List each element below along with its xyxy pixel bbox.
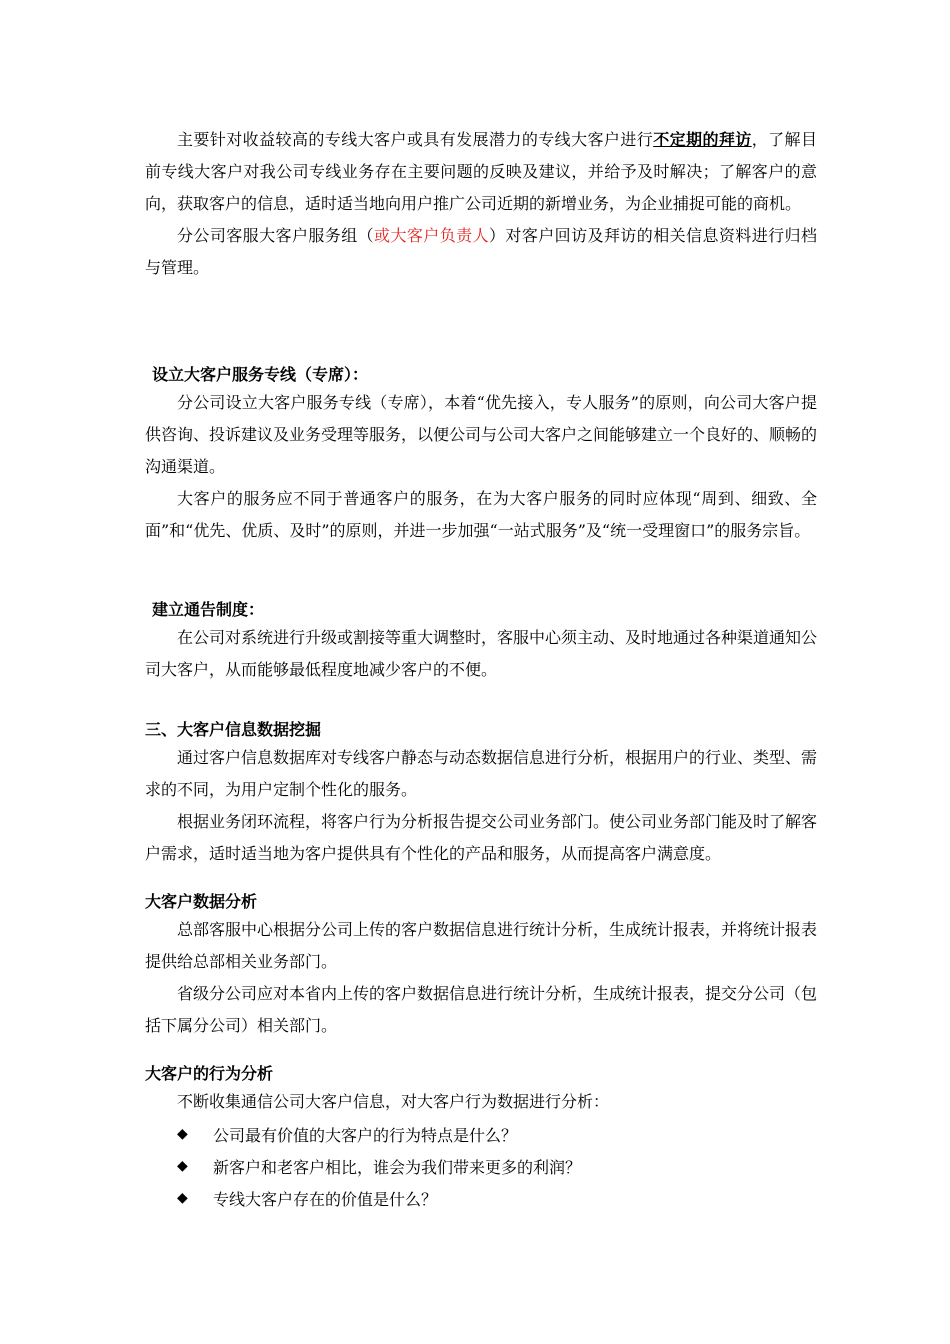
data-analysis-heading: 大客户数据分析 (145, 892, 258, 911)
data-analysis-section (145, 890, 817, 1042)
notice-heading: 建立通告制度： (152, 600, 265, 619)
data-mining-paragraph-2: 根据业务闭环流程，将客户行为分析报告提交公司业务部门。使公司业务部门能及时了解客户需求，适时适当地为客户提供具有个性化的产品和服务，从而提高客户满意度。 (145, 812, 818, 863)
data-mining-section (145, 718, 817, 870)
diamond-bullet-icon: ◆ (177, 1158, 188, 1174)
data-analysis-paragraph-1: 总部客服中心根据分公司上传的客户数据信息进行统计分析，生成统计报表，并将统计报表提供给总部相关业务部门。 (145, 920, 818, 971)
behavior-analysis-section (145, 1062, 817, 1214)
behavior-analysis-heading: 大客户的行为分析 (145, 1064, 274, 1083)
archive-paragraph: 分公司客服大客户服务组（或大客户负责人）对客户回访及拜访的相关信息资料进行归档与管理。 (145, 226, 817, 277)
hotline-section (145, 363, 817, 547)
data-mining-paragraph-1: 通过客户信息数据库对专线客户静态与动态数据信息进行分析，根据用户的行业、类型、需求的不同，为用户定制个性化的服务。 (145, 748, 818, 799)
bullet-item: ◆ 专线大客户存在的价值是什么？ (177, 1189, 438, 1209)
hotline-paragraph-2: 大客户的服务应不同于普通客户的服务，在为大客户服务的同时应体现“周到、细致、全面”和“优先、优质、及时”的原则，并进一步加强“一站式服务”及“统一受理窗口”的服务宗旨。 (145, 489, 817, 540)
hotline-heading: 设立大客户服务专线（专席）： (152, 365, 369, 384)
red-highlight-text: 或大客户负责人 (374, 226, 489, 245)
notice-paragraph: 在公司对系统进行升级或割接等重大调整时，客服中心须主动、及时地通过各种渠道通知公司大客户，从而能够最低程度地减少客户的不便。 (145, 628, 818, 679)
diamond-bullet-icon: ◆ (177, 1190, 188, 1206)
visit-paragraph: 主要针对收益较高的专线大客户或具有发展潜力的专线大客户进行不定期的拜访，了解目前专线大客户对我公司专线业务存在主要问题的反映及建议，并给予及时解决；了解客户的意向，获取客户的信息，适时适当地向用户推广公司近期的新增业务，为企业捕捉可能的商机。 (145, 130, 817, 213)
data-mining-heading: 三、大客户信息数据挖掘 (145, 720, 322, 739)
intro-section (145, 124, 817, 284)
data-analysis-paragraph-2: 省级分公司应对本省内上传的客户数据信息进行统计分析，生成统计报表，提交分公司（包括下属分公司）相关部门。 (145, 984, 818, 1035)
bullet-item: ◆ 新客户和老客户相比，谁会为我们带来更多的利润？ (177, 1157, 582, 1177)
bullet-item: ◆ 公司最有价值的大客户的行为特点是什么？ (177, 1125, 518, 1145)
hotline-paragraph-1: 分公司设立大客户服务专线（专席），本着“优先接入，专人服务”的原则，向公司大客户提供咨询、投诉建议及业务受理等服务，以便公司与公司大客户之间能够建立一个良好的、顺畅的沟通渠道。 (145, 393, 818, 476)
notice-section (145, 598, 817, 686)
diamond-bullet-icon: ◆ (177, 1126, 188, 1142)
behavior-analysis-paragraph: 不断收集通信公司大客户信息，对大客户行为数据进行分析： (177, 1092, 610, 1111)
irregular-visit-emphasis: 不定期的拜访 (653, 130, 752, 149)
